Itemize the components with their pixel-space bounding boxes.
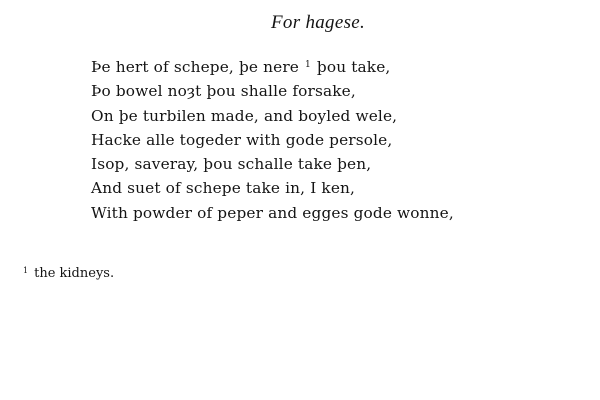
verse-line-2: Þo bowel noȝt þou shalle forsake, xyxy=(91,82,356,101)
recipe-verse xyxy=(91,55,454,225)
verse-line-1 xyxy=(91,55,454,79)
verse-line-6: And suet of schepe take in, I ken, xyxy=(91,179,356,198)
verse-line-7: With powder of peper and egges gode wonne, xyxy=(91,203,454,222)
verse-line-1-text-end: þou take, xyxy=(316,58,391,76)
footnote-text: the kidneys. xyxy=(34,266,115,281)
footnote-reference-mark: 1 xyxy=(305,60,311,70)
footnote-mark: 1 xyxy=(23,266,29,275)
verse-line-4: Hacke alle togeder with gode persole, xyxy=(91,130,393,149)
footnote xyxy=(22,266,114,281)
recipe-title: For hagese. xyxy=(271,12,366,33)
verse-line-5: Isop, saveray, þou schalle take þen, xyxy=(91,155,372,174)
verse-line-3: On þe turbilen made, and boyled wele, xyxy=(91,106,398,125)
verse-line-1-text: Þe hert of schepe, þe nere xyxy=(91,58,299,76)
